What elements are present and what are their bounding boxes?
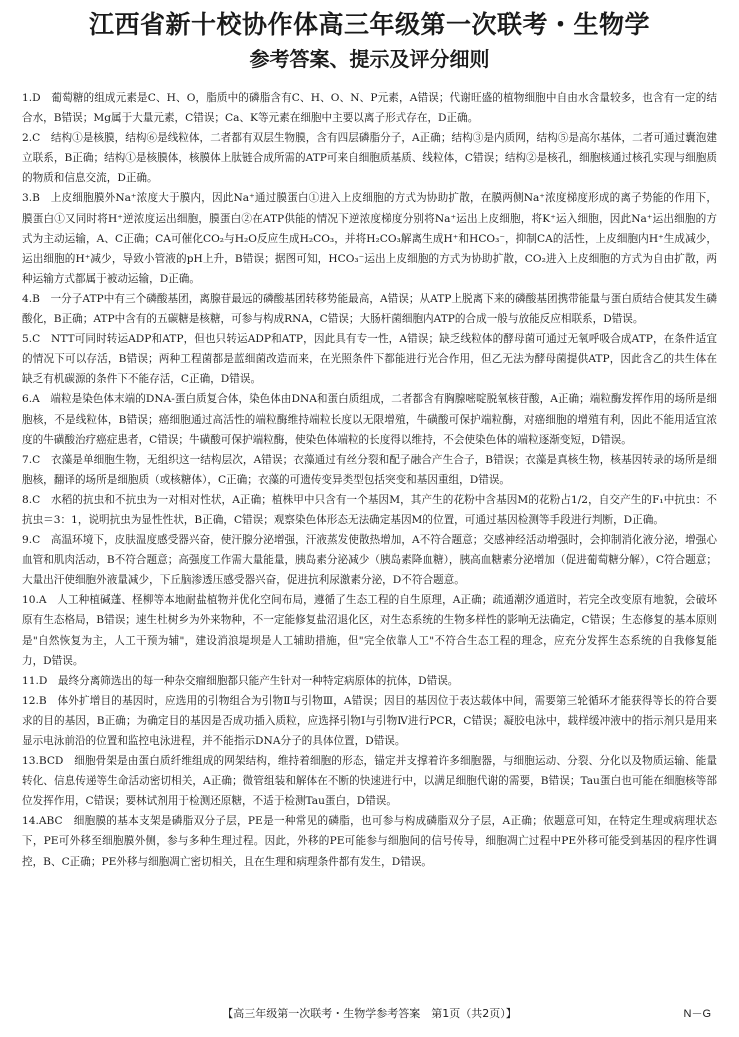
answer-item-2: 2.C 结构①是核膜，结构⑥是线粒体，二者都有双层生物膜，含有四层磷脂分子，A正确；结构③是内质网，结构⑤是高尔基体，二者可通过囊泡建立联系，B正确；结构①是核膜体，核膜体上肽链合成所需的ATP可来自细胞质基质、线粒体，C错误；结构②是核孔，细胞核通过核孔实现与细胞质的物质和信息交流，D正确。 (22, 132, 717, 185)
answer-item-10: 10.A 人工种植碱蓬、柽柳等本地耐盐植物并优化空间布局，遵循了生态工程的自生原理，A正确；疏通潮汐通道时，若完全改变原有地貌，会破坏原有生态格局，B错误；速生杜树乡为外来物种，不一定能修复盐沼退化区，对生态系统的生物多样性的影响无法确定，C错误；生态修复的基本原则是"自然恢复为主，人工干预为辅"，建设消浪堤坝是人工辅助措施，但"完全依靠人工"不符合生态工程的理念，应充分发挥生态系统的自我修复能力，D错误。 (22, 594, 717, 667)
answer-item-9: 9.C 高温环境下，皮肤温度感受器兴奋，使汗腺分泌增强，汗液蒸发使散热增加，A不符合题意；交感神经活动增强时，会抑制消化液分泌，增强心血管和肌肉活动，B不符合题意；高强度工作需大量能量，胰岛素分泌减少（胰岛素降血糖），胰高血糖素分泌增加（促进葡萄糖分解），C符合题意；大量出汗使细胞外液量减少，下丘脑渗透压感受器兴奋，促进抗利尿激素分泌，D不符合题意。 (22, 534, 717, 587)
footer-page-label: 【高三年级第一次联考・生物学参考答案 第1页（共2页）】 (222, 1007, 517, 1020)
answer-item-7: 7.C 衣藻是单细胞生物，无组织这一结构层次，A错误；衣藻通过有丝分裂和配子融合产生合子，B错误；衣藻是真核生物，核基因转录的场所是细胞核，翻译的场所是细胞质（或核糖体），C正确；衣藻的可遗传变异类型包括突变和基因重组，D错误。 (22, 453, 717, 486)
answer-item-12: 12.B 体外扩增目的基因时，应选用的引物组合为引物Ⅱ与引物Ⅲ，A错误；因目的基因位于表达载体中间，需要第三轮循环才能获得等长的符合要求的目的基因，B正确；为确定目的基因是否成功插入质粒，应选择引物Ⅰ与引物Ⅳ进行PCR，C错误；凝胶电泳中，载样缓冲液中的指示剂只是用来显示电泳前沿的位置和监控电泳进程，并不能指示DNA分子的具体位置，D错误。 (22, 694, 717, 747)
page-title: 江西省新十校协作体高三年级第一次联考・生物学 (88, 10, 650, 39)
answer-item-11: 11.D 最终分离筛选出的每一种杂交瘤细胞都只能产生针对一种特定病原体的抗体，D错误。 (22, 674, 459, 687)
answer-item-14: 14.ABC 细胞膜的基本支架是磷脂双分子层，PE是一种常见的磷脂，也可参与构成磷脂双分子层，A正确；依题意可知，在特定生理或病理状态下，PE可外移至细胞膜外侧，参与多种生理过程。因此，外移的PE可能参与细胞间的信号传导，细胞凋亡过程中PE外移可能受到基因的程序性调控，B、C正确；PE外移与细胞凋亡密切相关，且在生理和病理条件都有发生，D错误。 (22, 815, 717, 868)
answer-item-13: 13.BCD 细胞骨架是由蛋白质纤维组成的网架结构，维持着细胞的形态，锚定并支撑着许多细胞器，与细胞运动、分裂、分化以及物质运输、能量转化、信息传递等生命活动密切相关，A正确；微管组装和解体在不断的快速进行中，以满足细胞代谢的需要，B错误；Tau蛋白也可能在细胞核等部位发挥作用，C错误；要林试剂用于检测还原糖，不适于检测Tau蛋白，D错误。 (22, 755, 717, 808)
answer-item-4: 4.B 一分子ATP中有三个磷酸基团，离腺苷最远的磷酸基团转移势能最高，A错误；从ATP上脱离下来的磷酸基团携带能量与蛋白质结合使其发生磷酸化，B正确；ATP中含有的五碳糖是核糖，可参与构成RNA，C错误；大肠杆菌细胞内ATP的合成一般与放能反应相联系，D错误。 (22, 292, 717, 326)
answer-item-1: 1.D 葡萄糖的组成元素是C、H、O，脂质中的磷脂含有C、H、O、N、P元素，A错误；代谢旺盛的植物细胞中自由水含量较多，也含有一定的结合水，B错误；Mg属于大量元素，C错误；Ca、K等元素在细胞中主要以离子形式存在，D正确。 (22, 92, 717, 125)
answer-list (22, 88, 717, 872)
answer-item-6: 6.A 端粒是染色体末端的DNA-蛋白质复合体，染色体由DNA和蛋白质组成，二者都含有胸腺嘧啶脱氧核苷酸，A正确；端粒酶发挥作用的场所是细胞核，不是线粒体，B错误；癌细胞通过高活性的端粒酶维持端粒长度以无限增殖，牛磺酸可保护端粒酶，对癌细胞的增殖有利，因此不能用适宜浓度的牛磺酸治疗癌症患者，C错误；牛磺酸可保护端粒酶，使染色体端粒的长度得以维持，不会使染色体的端粒逐渐变短，D错误。 (22, 393, 717, 446)
page-footer (0, 1007, 739, 1021)
page-subtitle: 参考答案、提示及评分细则 (249, 47, 490, 71)
footer-version-code: N－G (683, 1008, 711, 1020)
answer-item-5: 5.C NTT可同时转运ADP和ATP，但也只转运ADP和ATP，因此具有专一性，A错误；缺乏线粒体的酵母菌可通过无氧呼吸合成ATP，在条件适宜的情况下可以存活，B错误；两种工程菌都是蓝细菌改造而来，在光照条件下都能进行光合作用，但乙无法为酵母菌提供ATP，因此含乙的共生体在缺乏有机碳源的条件下不能存活，C正确，D错误。 (22, 333, 717, 386)
answer-item-3: 3.B 上皮细胞膜外Na⁺浓度大于膜内，因此Na⁺通过膜蛋白①进入上皮细胞的方式为协助扩散，在膜两侧Na⁺浓度梯度形成的离子势能的作用下，膜蛋白①又同时将H⁺逆浓度运出细胞，膜蛋白②在ATP供能的情况下逆浓度梯度分别将Na⁺运出上皮细胞，将K⁺运入细胞，因此Na⁺运出细胞的方式为主动运输，A、C正确；CA可催化CO₂与H₂O反应生成H₂CO₃，并将H₂CO₃解离生成H⁺和HCO₃⁻，抑制CA的活性，上皮细胞内H⁺生成减少，运出细胞的H⁺减少，导致小管液的pH上升，B错误；据图可知，HCO₃⁻运出上皮细胞的方式为协助扩散，CO₂进入上皮细胞的方式为自由扩散，两种运输方式都属于被动运输，D正确。 (22, 192, 717, 285)
answer-item-8: 8.C 水稻的抗虫和不抗虫为一对相对性状，A正确；植株甲中只含有一个基因M，其产生的花粉中含基因M的花粉占1/2，自交产生的F₁中抗虫：不抗虫＝3：1，说明抗虫为显性性状，B正确，C错误；观察染色体形态无法确定基因M的位置，可通过基因检测等手段进行判断，D正确。 (22, 493, 717, 526)
